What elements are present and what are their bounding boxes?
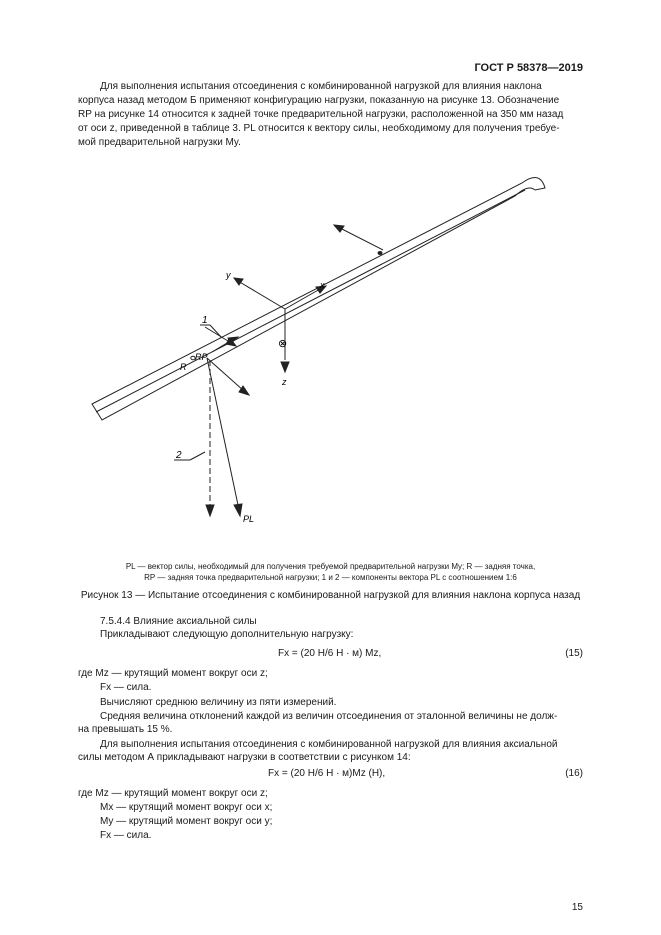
beam-outline (92, 178, 545, 420)
axis-z-label: z (282, 377, 287, 387)
label-2: 2 (176, 450, 182, 461)
average-text: Вычисляют среднюю величину из пяти измерений. (100, 697, 337, 708)
figure-13-drawing (0, 160, 661, 560)
where15-line-1: где Mz — крутящий момент вокруг оси z; (78, 668, 268, 679)
intro-line-4: от оси z, приведенной в таблице 3. PL относится к вектору силы, необходимому для получения требуе- (78, 123, 560, 134)
axis-y-label: y (226, 270, 231, 280)
intro-line-1: Для выполнения испытания отсоединения с комбинированной нагрузкой для влияния наклона (100, 81, 542, 92)
method-a-line-2: силы методом А прикладывают нагрузки в соответствии с рисунком 14: (78, 752, 411, 763)
method-a-line-1: Для выполнения испытания отсоединения с комбинированной нагрузкой для влияния аксиальной (100, 739, 558, 750)
intro-line-5: мой предварительной нагрузки My. (78, 137, 241, 148)
where16-line-3: My — крутящий момент вокруг оси y; (100, 816, 273, 827)
equation-15-number: (15) (565, 648, 583, 659)
where16-line-4: Fx — сила. (100, 830, 152, 841)
intro-line-2: корпуса назад методом Б применяют конфигурацию нагрузки, показанную на рисунке 13. Обозначение (78, 95, 560, 106)
intro-paragraph (78, 80, 583, 150)
label-1: 1 (202, 315, 208, 326)
figure-caption: Рисунок 13 — Испытание отсоединения с комбинированной нагрузкой для влияния наклона корпуса назад (80, 590, 581, 601)
cross-mark: ⊗ (278, 338, 288, 350)
section-heading: 7.5.4.4 Влияние аксиальной силы (100, 616, 257, 627)
legend-line-1: PL — вектор силы, необходимый для получения требуемой предварительной нагрузки My; R — задняя точка, (125, 562, 536, 571)
intro-line-3: RP на рисунке 14 относится к задней точке предварительной нагрузки, расположенной на 350 мм назад (78, 109, 564, 120)
equation-16-number: (16) (565, 768, 583, 779)
label-RP: RP (195, 352, 208, 362)
legend-line-2: RP — задняя точка предварительной нагрузки; 1 и 2 — компоненты вектора PL с соотношением 1:6 (144, 573, 517, 582)
deviation-line-2: на превышать 15 %. (78, 724, 173, 735)
axis-x-label: x (320, 280, 325, 290)
figure-legend (78, 561, 583, 583)
beam-edge (96, 190, 525, 412)
where16-line-2: Mx — крутящий момент вокруг оси x; (100, 802, 273, 813)
label-R: R (180, 362, 187, 372)
standard-header: ГОСТ Р 58378—2019 (474, 62, 583, 74)
where15-line-2: Fx — сила. (100, 682, 152, 693)
apply-text: Прикладывают следующую дополнительную нагрузку: (100, 629, 354, 640)
deviation-line-1: Средняя величина отклонений каждой из величин отсоединения от эталонной величины не долж- (100, 711, 558, 722)
equation-15: Fx = (20 Н/6 Н · м) Mz, (278, 648, 382, 659)
equation-16: Fx = (20 Н/6 Н · м)Mz (Н), (268, 768, 386, 779)
label-PL: PL (243, 514, 255, 524)
where16-line-1: где Mz — крутящий момент вокруг оси z; (78, 788, 268, 799)
page-number: 15 (571, 902, 583, 913)
